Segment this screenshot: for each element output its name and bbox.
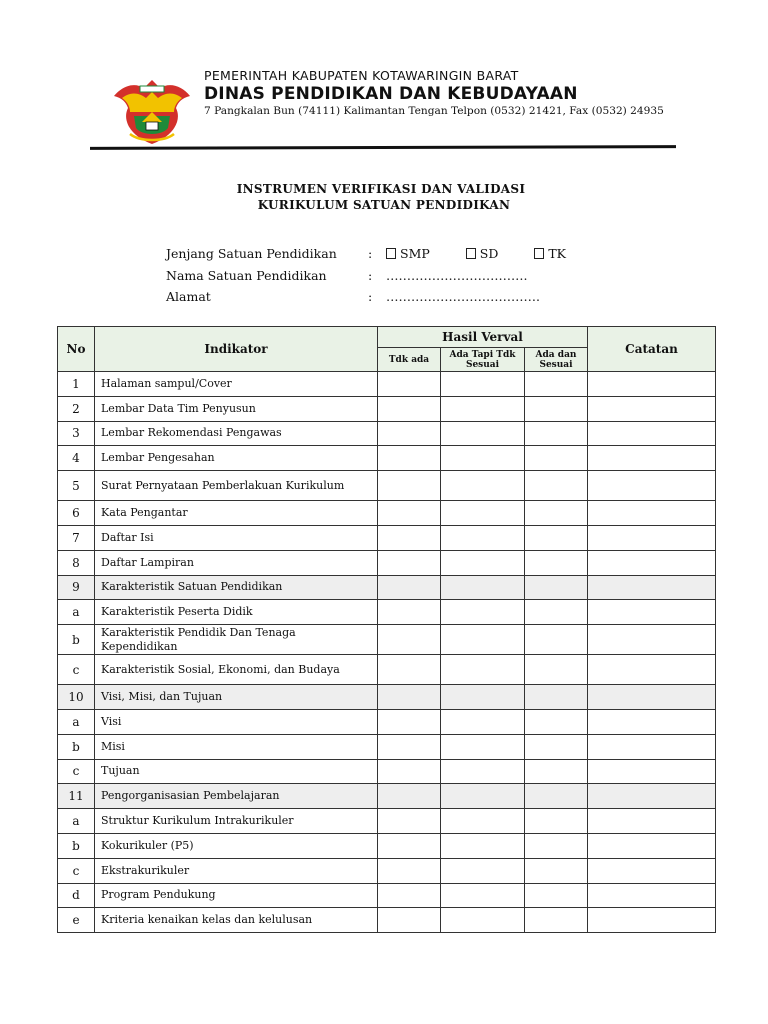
row-number: c [58, 655, 95, 685]
row-indikator: Lembar Pengesahan [95, 446, 378, 471]
cell-tdk-ada[interactable] [378, 625, 441, 655]
table-row [58, 883, 716, 908]
cell-tdk-ada[interactable] [378, 421, 441, 446]
row-number: 8 [58, 550, 95, 575]
row-number: 3 [58, 421, 95, 446]
cell-ada-dan[interactable] [525, 550, 588, 575]
table-row [58, 709, 716, 734]
table-row [58, 759, 716, 784]
cell-tdk-ada[interactable] [378, 655, 441, 685]
nama-label: Nama Satuan Pendidikan [166, 267, 327, 283]
document-title-line1: INSTRUMEN VERIFIKASI DAN VALIDASI [236, 182, 526, 196]
cell-tdk-ada[interactable] [378, 833, 441, 858]
cell-catatan[interactable] [588, 550, 716, 575]
cell-ada-tapi[interactable] [441, 809, 525, 834]
row-indikator: Kata Pengantar [95, 501, 378, 526]
row-indikator: Karakteristik Sosial, Ekonomi, dan Budaya [95, 655, 378, 685]
cell-catatan[interactable] [588, 858, 716, 883]
row-number: 1 [58, 372, 95, 397]
cell-tdk-ada[interactable] [378, 396, 441, 421]
document-title-line2: KURIKULUM SATUAN PENDIDIKAN [257, 198, 511, 212]
table-body [58, 372, 716, 933]
cell-ada-tapi[interactable] [441, 446, 525, 471]
alamat-label: Alamat [166, 289, 211, 304]
cell-ada-tapi[interactable] [441, 759, 525, 784]
cell-ada-tapi[interactable] [441, 525, 525, 550]
colon: : [368, 289, 373, 304]
cell-ada-tapi[interactable] [441, 372, 525, 397]
table-row [58, 784, 716, 809]
cell-catatan[interactable] [588, 655, 716, 685]
cell-tdk-ada[interactable] [378, 734, 441, 759]
row-indikator: Halaman sampul/Cover [95, 372, 378, 397]
option-tk[interactable]: TK [534, 246, 566, 261]
row-number: 11 [58, 784, 95, 809]
nama-field[interactable]: ……………………………. [386, 267, 528, 283]
cell-ada-dan[interactable] [525, 600, 588, 625]
cell-ada-tapi[interactable] [441, 655, 525, 685]
table-row [58, 734, 716, 759]
row-number: 9 [58, 575, 95, 600]
row-number: c [58, 759, 95, 784]
cell-ada-tapi[interactable] [441, 685, 525, 710]
row-number: d [58, 883, 95, 908]
cell-tdk-ada[interactable] [378, 858, 441, 883]
row-number: a [58, 809, 95, 834]
row-indikator: Karakteristik Pendidik Dan Tenaga Kependidikan [95, 625, 378, 655]
cell-tdk-ada[interactable] [378, 759, 441, 784]
cell-catatan[interactable] [588, 421, 716, 446]
cell-catatan[interactable] [588, 833, 716, 858]
row-indikator: Karakteristik Satuan Pendidikan [95, 575, 378, 600]
table-row [58, 372, 716, 397]
cell-ada-dan[interactable] [525, 709, 588, 734]
cell-tdk-ada[interactable] [378, 446, 441, 471]
header-ada-tapi: Ada Tapi Tdk Sesuai [441, 348, 525, 372]
cell-ada-dan[interactable] [525, 908, 588, 933]
row-indikator: Tujuan [95, 759, 378, 784]
cell-catatan[interactable] [588, 759, 716, 784]
cell-ada-tapi[interactable] [441, 575, 525, 600]
table-row [58, 809, 716, 834]
cell-catatan[interactable] [588, 600, 716, 625]
alamat-field[interactable]: ………………………………. [386, 289, 540, 304]
cell-tdk-ada[interactable] [378, 575, 441, 600]
cell-ada-dan[interactable] [525, 858, 588, 883]
table-row [58, 501, 716, 526]
cell-tdk-ada[interactable] [378, 471, 441, 501]
row-number: b [58, 625, 95, 655]
cell-ada-dan[interactable] [525, 759, 588, 784]
row-number: a [58, 709, 95, 734]
cell-ada-dan[interactable] [525, 446, 588, 471]
row-number: 2 [58, 396, 95, 421]
verification-table [57, 326, 716, 933]
cell-catatan[interactable] [588, 908, 716, 933]
table-row [58, 908, 716, 933]
cell-ada-tapi[interactable] [441, 784, 525, 809]
cell-catatan[interactable] [588, 625, 716, 655]
row-number: b [58, 734, 95, 759]
cell-catatan[interactable] [588, 372, 716, 397]
cell-ada-tapi[interactable] [441, 471, 525, 501]
row-indikator: Visi, Misi, dan Tujuan [95, 685, 378, 710]
cell-catatan[interactable] [588, 685, 716, 710]
header-tdk-ada: Tdk ada [378, 348, 441, 372]
table-row [58, 625, 716, 655]
cell-ada-tapi[interactable] [441, 550, 525, 575]
row-indikator: Karakteristik Peserta Didik [95, 600, 378, 625]
header-catatan: Catatan [588, 327, 716, 372]
table-row [58, 471, 716, 501]
cell-ada-dan[interactable] [525, 883, 588, 908]
row-number: 7 [58, 525, 95, 550]
table-row [58, 575, 716, 600]
row-indikator: Visi [95, 709, 378, 734]
table-row [58, 421, 716, 446]
cell-catatan[interactable] [588, 883, 716, 908]
cell-tdk-ada[interactable] [378, 809, 441, 834]
jenjang-label: Jenjang Satuan Pendidikan [166, 246, 337, 261]
cell-ada-dan[interactable] [525, 685, 588, 710]
cell-ada-tapi[interactable] [441, 883, 525, 908]
cell-tdk-ada[interactable] [378, 908, 441, 933]
row-indikator: Lembar Rekomendasi Pengawas [95, 421, 378, 446]
row-number: e [58, 908, 95, 933]
cell-ada-dan[interactable] [525, 575, 588, 600]
cell-ada-dan[interactable] [525, 655, 588, 685]
cell-ada-tapi[interactable] [441, 396, 525, 421]
row-number: 6 [58, 501, 95, 526]
cell-ada-dan[interactable] [525, 625, 588, 655]
table-row [58, 655, 716, 685]
header-no: No [58, 327, 95, 372]
table-row [58, 600, 716, 625]
cell-ada-dan[interactable] [525, 471, 588, 501]
cell-tdk-ada[interactable] [378, 883, 441, 908]
cell-tdk-ada[interactable] [378, 550, 441, 575]
colon: : [368, 246, 373, 261]
row-number: 4 [58, 446, 95, 471]
checkbox-icon[interactable] [386, 248, 396, 259]
cell-tdk-ada[interactable] [378, 501, 441, 526]
row-indikator: Surat Pernyataan Pemberlakuan Kurikulum [95, 471, 378, 501]
checkbox-icon[interactable] [534, 248, 544, 259]
row-indikator: Daftar Isi [95, 525, 378, 550]
cell-ada-tapi[interactable] [441, 858, 525, 883]
cell-ada-dan[interactable] [525, 396, 588, 421]
cell-catatan[interactable] [588, 575, 716, 600]
row-indikator: Ekstrakurikuler [95, 858, 378, 883]
cell-tdk-ada[interactable] [378, 685, 441, 710]
row-indikator: Kriteria kenaikan kelas dan kelulusan [95, 908, 378, 933]
cell-tdk-ada[interactable] [378, 525, 441, 550]
regency-logo [112, 72, 192, 146]
cell-catatan[interactable] [588, 809, 716, 834]
cell-tdk-ada[interactable] [378, 600, 441, 625]
cell-ada-tapi[interactable] [441, 421, 525, 446]
cell-ada-dan[interactable] [525, 833, 588, 858]
table-row [58, 446, 716, 471]
cell-catatan[interactable] [588, 784, 716, 809]
cell-ada-tapi[interactable] [441, 501, 525, 526]
table-row [58, 833, 716, 858]
table-row [58, 396, 716, 421]
cell-ada-dan[interactable] [525, 421, 588, 446]
cell-ada-dan[interactable] [525, 809, 588, 834]
cell-tdk-ada[interactable] [378, 709, 441, 734]
cell-ada-tapi[interactable] [441, 734, 525, 759]
header-ada-dan: Ada dan Sesuai [525, 348, 588, 372]
row-number: c [58, 858, 95, 883]
department-name: DINAS PENDIDIKAN DAN KEBUDAYAAN [204, 84, 578, 104]
row-indikator: Program Pendukung [95, 883, 378, 908]
colon: : [368, 267, 373, 283]
row-indikator: Misi [95, 734, 378, 759]
row-number: b [58, 833, 95, 858]
table-row [58, 685, 716, 710]
cell-ada-dan[interactable] [525, 372, 588, 397]
checkbox-icon[interactable] [466, 248, 476, 259]
cell-catatan[interactable] [588, 525, 716, 550]
row-indikator: Kokurikuler (P5) [95, 833, 378, 858]
letterhead-divider [90, 145, 676, 150]
cell-ada-dan[interactable] [525, 734, 588, 759]
department-address: 7 Pangkalan Bun (74111) Kalimantan Tengan Telpon (0532) 21421, Fax (0532) 24935 [204, 105, 664, 117]
cell-ada-dan[interactable] [525, 525, 588, 550]
cell-catatan[interactable] [588, 396, 716, 421]
cell-ada-tapi[interactable] [441, 833, 525, 858]
cell-ada-tapi[interactable] [441, 600, 525, 625]
cell-ada-dan[interactable] [525, 784, 588, 809]
row-number: 10 [58, 685, 95, 710]
table-row [58, 858, 716, 883]
cell-catatan[interactable] [588, 734, 716, 759]
table-row [58, 550, 716, 575]
cell-tdk-ada[interactable] [378, 784, 441, 809]
government-name: PEMERINTAH KABUPATEN KOTAWARINGIN BARAT [204, 68, 519, 83]
option-sd[interactable]: SD [466, 246, 499, 261]
row-indikator: Pengorganisasian Pembelajaran [95, 784, 378, 809]
jenjang-options [386, 246, 598, 261]
row-number: 5 [58, 471, 95, 501]
row-indikator: Lembar Data Tim Penyusun [95, 396, 378, 421]
cell-catatan[interactable] [588, 471, 716, 501]
cell-tdk-ada[interactable] [378, 372, 441, 397]
cell-ada-dan[interactable] [525, 501, 588, 526]
cell-ada-tapi[interactable] [441, 908, 525, 933]
row-indikator: Daftar Lampiran [95, 550, 378, 575]
row-number: a [58, 600, 95, 625]
header-hasil-verval: Hasil Verval [378, 327, 588, 348]
cell-catatan[interactable] [588, 709, 716, 734]
cell-ada-tapi[interactable] [441, 709, 525, 734]
header-indikator: Indikator [95, 327, 378, 372]
cell-catatan[interactable] [588, 446, 716, 471]
cell-ada-tapi[interactable] [441, 625, 525, 655]
row-indikator: Struktur Kurikulum Intrakurikuler [95, 809, 378, 834]
table-row [58, 525, 716, 550]
option-smp[interactable]: SMP [386, 246, 430, 261]
cell-catatan[interactable] [588, 501, 716, 526]
